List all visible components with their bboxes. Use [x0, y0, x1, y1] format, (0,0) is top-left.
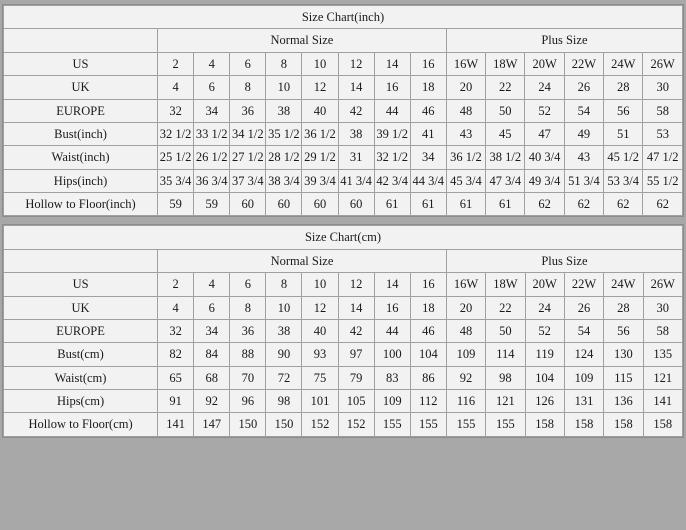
row-label: Waist(inch) [4, 146, 158, 169]
cell: 126 [525, 390, 564, 413]
table-group-row [4, 29, 683, 52]
cell: 56 [604, 99, 643, 122]
table-row [4, 296, 683, 319]
cell: 36 [230, 99, 266, 122]
cell: 93 [302, 343, 338, 366]
cell: 26W [643, 273, 683, 296]
corner-cell [4, 249, 158, 272]
row-label: Hips(inch) [4, 169, 158, 192]
group-header-normal: Normal Size [158, 29, 447, 52]
cell: 92 [446, 366, 485, 389]
cell: 59 [194, 193, 230, 216]
cell: 36 1/2 [302, 122, 338, 145]
cell: 45 3/4 [446, 169, 485, 192]
cell: 38 3/4 [266, 169, 302, 192]
cell: 18 [410, 76, 446, 99]
cell: 41 3/4 [338, 169, 374, 192]
cell: 83 [374, 366, 410, 389]
cell: 28 [604, 296, 643, 319]
row-label: Bust(cm) [4, 343, 158, 366]
table-row [4, 343, 683, 366]
cell: 20W [525, 273, 564, 296]
cell: 38 [338, 122, 374, 145]
cell: 135 [643, 343, 683, 366]
cell: 22 [486, 296, 525, 319]
cell: 51 3/4 [564, 169, 603, 192]
cell: 88 [230, 343, 266, 366]
cell: 44 [374, 99, 410, 122]
cell: 10 [302, 273, 338, 296]
cell: 98 [266, 390, 302, 413]
cell: 8 [266, 52, 302, 75]
cell: 34 [194, 319, 230, 342]
cell: 44 3/4 [410, 169, 446, 192]
table-row [4, 99, 683, 122]
size-chart-cm [2, 224, 684, 437]
row-label: UK [4, 76, 158, 99]
cell: 105 [338, 390, 374, 413]
cell: 38 [266, 99, 302, 122]
cell: 52 [525, 99, 564, 122]
cell: 109 [446, 343, 485, 366]
cell: 119 [525, 343, 564, 366]
cell: 6 [230, 273, 266, 296]
cell: 25 1/2 [158, 146, 194, 169]
cell: 90 [266, 343, 302, 366]
cell: 101 [302, 390, 338, 413]
table-title-row [4, 226, 683, 249]
cell: 100 [374, 343, 410, 366]
cell: 12 [338, 273, 374, 296]
cell: 24 [525, 76, 564, 99]
cell: 14 [338, 296, 374, 319]
cell: 41 [410, 122, 446, 145]
cell: 155 [410, 413, 446, 436]
table-row [4, 146, 683, 169]
cell: 46 [410, 319, 446, 342]
cell: 4 [158, 296, 194, 319]
cell: 48 [446, 319, 485, 342]
cell: 62 [604, 193, 643, 216]
cell: 158 [604, 413, 643, 436]
cell: 10 [266, 296, 302, 319]
cell: 8 [230, 76, 266, 99]
cell: 44 [374, 319, 410, 342]
cell: 155 [374, 413, 410, 436]
cell: 47 3/4 [486, 169, 525, 192]
cell: 22W [564, 52, 603, 75]
cell: 152 [302, 413, 338, 436]
cell: 2 [158, 52, 194, 75]
cell: 62 [564, 193, 603, 216]
cell: 50 [486, 99, 525, 122]
cell: 42 3/4 [374, 169, 410, 192]
cell: 60 [266, 193, 302, 216]
cell: 56 [604, 319, 643, 342]
cell: 30 [643, 76, 683, 99]
cell: 20W [525, 52, 564, 75]
cell: 60 [230, 193, 266, 216]
cell: 49 [564, 122, 603, 145]
cell: 24W [604, 52, 643, 75]
cell: 32 1/2 [158, 122, 194, 145]
cell: 36 1/2 [446, 146, 485, 169]
cell: 18W [486, 52, 525, 75]
cell: 33 1/2 [194, 122, 230, 145]
cell: 36 3/4 [194, 169, 230, 192]
cell: 12 [338, 52, 374, 75]
cell: 47 [525, 122, 564, 145]
cell: 104 [525, 366, 564, 389]
cell: 109 [374, 390, 410, 413]
cell: 14 [338, 76, 374, 99]
cell: 70 [230, 366, 266, 389]
cell: 30 [643, 296, 683, 319]
cell: 115 [604, 366, 643, 389]
cell: 16 [374, 76, 410, 99]
cell: 50 [486, 319, 525, 342]
cell: 61 [374, 193, 410, 216]
cell: 46 [410, 99, 446, 122]
cell: 4 [194, 273, 230, 296]
cell: 150 [266, 413, 302, 436]
cell: 39 1/2 [374, 122, 410, 145]
cell: 26W [643, 52, 683, 75]
cell: 24 [525, 296, 564, 319]
cell: 6 [194, 296, 230, 319]
cell: 158 [564, 413, 603, 436]
cell: 38 1/2 [486, 146, 525, 169]
cell: 28 1/2 [266, 146, 302, 169]
cell: 2 [158, 273, 194, 296]
cell: 40 [302, 319, 338, 342]
cell: 158 [525, 413, 564, 436]
table-row [4, 76, 683, 99]
cell: 34 1/2 [230, 122, 266, 145]
row-label: UK [4, 296, 158, 319]
cell: 34 [194, 99, 230, 122]
cell: 130 [604, 343, 643, 366]
table-title-row [4, 6, 683, 29]
cell: 32 1/2 [374, 146, 410, 169]
table-row [4, 122, 683, 145]
cell: 12 [302, 76, 338, 99]
cell: 82 [158, 343, 194, 366]
page-title: Size Chart(cm) [4, 226, 683, 249]
cell: 43 [446, 122, 485, 145]
cell: 60 [302, 193, 338, 216]
row-label: EUROPE [4, 99, 158, 122]
cell: 98 [486, 366, 525, 389]
cell: 42 [338, 319, 374, 342]
cell: 152 [338, 413, 374, 436]
cell: 49 3/4 [525, 169, 564, 192]
cell: 40 3/4 [525, 146, 564, 169]
cell: 54 [564, 319, 603, 342]
cell: 26 [564, 296, 603, 319]
cell: 14 [374, 273, 410, 296]
group-header-normal: Normal Size [158, 249, 447, 272]
cell: 124 [564, 343, 603, 366]
cell: 18W [486, 273, 525, 296]
size-table-inch [3, 5, 683, 216]
cell: 35 1/2 [266, 122, 302, 145]
cell: 8 [230, 296, 266, 319]
cell: 18 [410, 296, 446, 319]
cell: 29 1/2 [302, 146, 338, 169]
cell: 14 [374, 52, 410, 75]
cell: 16 [410, 273, 446, 296]
cell: 38 [266, 319, 302, 342]
cell: 47 1/2 [643, 146, 683, 169]
cell: 155 [486, 413, 525, 436]
row-label: Hips(cm) [4, 390, 158, 413]
cell: 31 [338, 146, 374, 169]
cell: 16 [410, 52, 446, 75]
cell: 43 [564, 146, 603, 169]
cell: 6 [194, 76, 230, 99]
cell: 121 [643, 366, 683, 389]
cell: 20 [446, 76, 485, 99]
cell: 8 [266, 273, 302, 296]
table-row [4, 390, 683, 413]
cell: 24W [604, 273, 643, 296]
cell: 39 3/4 [302, 169, 338, 192]
cell: 114 [486, 343, 525, 366]
cell: 53 3/4 [604, 169, 643, 192]
cell: 97 [338, 343, 374, 366]
cell: 62 [643, 193, 683, 216]
cell: 27 1/2 [230, 146, 266, 169]
row-label: US [4, 273, 158, 296]
cell: 61 [486, 193, 525, 216]
cell: 131 [564, 390, 603, 413]
size-table-cm [3, 225, 683, 436]
row-label: EUROPE [4, 319, 158, 342]
cell: 26 [564, 76, 603, 99]
cell: 45 [486, 122, 525, 145]
cell: 104 [410, 343, 446, 366]
cell: 58 [643, 319, 683, 342]
cell: 112 [410, 390, 446, 413]
cell: 72 [266, 366, 302, 389]
cell: 12 [302, 296, 338, 319]
cell: 22 [486, 76, 525, 99]
cell: 55 1/2 [643, 169, 683, 192]
row-label: Hollow to Floor(inch) [4, 193, 158, 216]
cell: 54 [564, 99, 603, 122]
cell: 6 [230, 52, 266, 75]
cell: 136 [604, 390, 643, 413]
table-row [4, 366, 683, 389]
cell: 48 [446, 99, 485, 122]
cell: 91 [158, 390, 194, 413]
cell: 26 1/2 [194, 146, 230, 169]
cell: 32 [158, 319, 194, 342]
cell: 4 [158, 76, 194, 99]
cell: 16 [374, 296, 410, 319]
cell: 35 3/4 [158, 169, 194, 192]
cell: 84 [194, 343, 230, 366]
cell: 60 [338, 193, 374, 216]
table-row [4, 193, 683, 216]
cell: 16W [446, 273, 485, 296]
cell: 141 [643, 390, 683, 413]
page-title: Size Chart(inch) [4, 6, 683, 29]
cell: 10 [266, 76, 302, 99]
cell: 75 [302, 366, 338, 389]
cell: 68 [194, 366, 230, 389]
cell: 40 [302, 99, 338, 122]
row-label: US [4, 52, 158, 75]
row-label: Bust(inch) [4, 122, 158, 145]
size-chart-inch [2, 4, 684, 217]
cell: 59 [158, 193, 194, 216]
cell: 51 [604, 122, 643, 145]
row-label: Waist(cm) [4, 366, 158, 389]
table-group-row [4, 249, 683, 272]
cell: 116 [446, 390, 485, 413]
cell: 86 [410, 366, 446, 389]
cell: 34 [410, 146, 446, 169]
cell: 158 [643, 413, 683, 436]
cell: 150 [230, 413, 266, 436]
cell: 96 [230, 390, 266, 413]
group-header-plus: Plus Size [446, 249, 682, 272]
cell: 79 [338, 366, 374, 389]
cell: 65 [158, 366, 194, 389]
table-row [4, 52, 683, 75]
cell: 36 [230, 319, 266, 342]
cell: 155 [446, 413, 485, 436]
table-row [4, 169, 683, 192]
cell: 61 [410, 193, 446, 216]
table-row [4, 273, 683, 296]
cell: 45 1/2 [604, 146, 643, 169]
cell: 32 [158, 99, 194, 122]
cell: 10 [302, 52, 338, 75]
cell: 109 [564, 366, 603, 389]
cell: 22W [564, 273, 603, 296]
cell: 121 [486, 390, 525, 413]
cell: 62 [525, 193, 564, 216]
cell: 37 3/4 [230, 169, 266, 192]
cell: 53 [643, 122, 683, 145]
cell: 147 [194, 413, 230, 436]
cell: 61 [446, 193, 485, 216]
group-header-plus: Plus Size [446, 29, 682, 52]
row-label: Hollow to Floor(cm) [4, 413, 158, 436]
cell: 20 [446, 296, 485, 319]
table-row [4, 319, 683, 342]
cell: 28 [604, 76, 643, 99]
cell: 58 [643, 99, 683, 122]
cell: 42 [338, 99, 374, 122]
cell: 92 [194, 390, 230, 413]
table-row [4, 413, 683, 436]
cell: 141 [158, 413, 194, 436]
cell: 16W [446, 52, 485, 75]
cell: 4 [194, 52, 230, 75]
corner-cell [4, 29, 158, 52]
cell: 52 [525, 319, 564, 342]
